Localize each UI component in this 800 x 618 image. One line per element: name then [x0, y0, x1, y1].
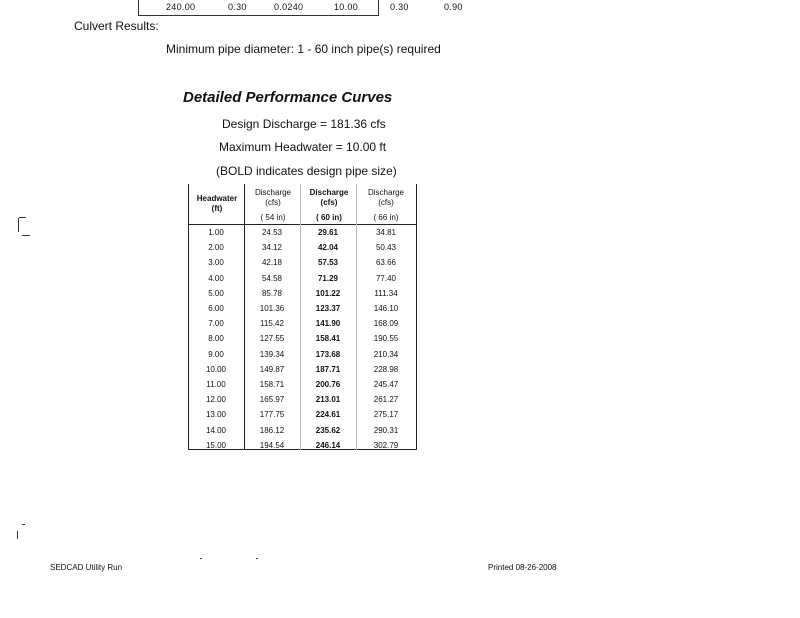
header-line1: Discharge — [254, 188, 291, 197]
cell-headwater: 10.00 — [205, 364, 227, 374]
header-line1: Discharge — [309, 188, 349, 197]
performance-curves-title: Detailed Performance Curves — [183, 89, 393, 106]
cell-headwater: 1.00 — [208, 228, 224, 237]
header-line2: (cfs) — [378, 198, 394, 207]
scan-mark — [19, 217, 26, 218]
cell-discharge: 77.40 — [375, 273, 397, 283]
cell-discharge: 42.18 — [261, 258, 283, 268]
cell-discharge: 200.76 — [315, 380, 341, 389]
cell-discharge: 165.97 — [259, 395, 285, 405]
header-headwater — [190, 194, 244, 214]
cell-headwater: 6.00 — [208, 304, 224, 313]
cell-discharge: 173.68 — [315, 349, 341, 359]
cell-discharge: 34.81 — [375, 228, 397, 237]
cell-discharge: 190.55 — [373, 334, 399, 344]
table-border-left — [138, 0, 139, 16]
cell-discharge: 29.61 — [317, 228, 339, 237]
cell-discharge: 224.61 — [315, 410, 341, 420]
cell-discharge: 85.78 — [261, 288, 283, 298]
scan-mark — [22, 235, 30, 236]
header-pipe-size: ( 60 in) — [316, 213, 342, 222]
design-discharge-text: Design Discharge = 181.36 cfs — [222, 117, 386, 131]
cell-discharge: 149.87 — [259, 364, 285, 374]
cell-discharge: 57.53 — [317, 258, 339, 268]
cell-discharge: 101.36 — [259, 304, 285, 313]
cell-headwater: 4.00 — [208, 273, 224, 283]
cell-discharge: 290.31 — [373, 425, 399, 435]
cell-discharge: 127.55 — [259, 334, 285, 344]
header-headwater-unit: (ft) — [211, 204, 223, 213]
cell-discharge: 177.75 — [259, 410, 285, 420]
header-discharge-60 — [301, 188, 357, 223]
cell-discharge: 54.58 — [261, 273, 283, 283]
cell-coefficient: 0.90 — [444, 2, 463, 12]
scan-mark — [200, 558, 202, 559]
cell-discharge: 24.53 — [261, 228, 283, 237]
cell-discharge: 194.54 — [259, 440, 285, 450]
footer-print-date: Printed 08-26-2008 — [488, 563, 557, 572]
cell-discharge: 158.41 — [315, 334, 341, 344]
cell-headwater: 3.00 — [208, 258, 224, 268]
cell-discharge: 210.34 — [373, 349, 399, 359]
header-pipe-size: ( 54 in) — [260, 213, 286, 222]
cell-discharge: 50.43 — [375, 243, 397, 253]
header-line1: Discharge — [367, 188, 404, 197]
header-divider — [188, 224, 417, 225]
cell-outlet: 0.30 — [390, 2, 409, 12]
cell-slope: 0.0240 — [274, 2, 304, 12]
table-border-bottom — [138, 15, 379, 16]
cell-discharge: 111.34 — [374, 288, 398, 298]
cell-headwater: 12.00 — [205, 395, 227, 405]
cell-discharge: 186.12 — [259, 425, 285, 435]
cell-discharge: 63.66 — [375, 258, 397, 268]
cell-headwater: 13.00 — [205, 410, 227, 420]
max-headwater-text: Maximum Headwater = 10.00 ft — [219, 140, 387, 154]
cell-discharge: 246.14 — [315, 440, 341, 450]
cell-discharge: 158.71 — [259, 380, 285, 389]
cell-headwater: 15.00 — [205, 440, 227, 450]
previous-table-partial-row — [138, 0, 468, 16]
cell-discharge: 261.27 — [373, 395, 399, 405]
cell-discharge: 146.10 — [373, 304, 399, 313]
cell-discharge: 187.71 — [315, 364, 341, 374]
cell-discharge: 275.17 — [373, 410, 399, 420]
scan-mark — [256, 558, 258, 559]
cell-discharge: 235.62 — [315, 425, 341, 435]
cell-discharge: 101.22 — [315, 288, 341, 298]
cell-headwater: 8.00 — [208, 334, 224, 344]
cell-discharge: 71.29 — [317, 273, 339, 283]
cell-discharge: 141.90 — [315, 319, 341, 329]
header-headwater-label: Headwater — [196, 194, 238, 203]
header-pipe-size: ( 66 in) — [373, 213, 399, 222]
cell-headwater: 5.00 — [208, 288, 224, 298]
scan-mark — [22, 524, 25, 525]
header-line2: (cfs) — [320, 198, 338, 207]
cell-discharge: 34.12 — [261, 243, 283, 253]
header-discharge-66 — [357, 188, 415, 223]
header-discharge-54 — [245, 188, 301, 223]
cell-discharge: 213.01 — [315, 395, 341, 405]
scan-mark — [17, 531, 18, 539]
cell-discharge: 115.42 — [260, 319, 284, 329]
culvert-results-label: Culvert Results: — [74, 19, 159, 33]
footer-program-name: SEDCAD Utility Run — [50, 563, 123, 572]
cell-headwater: 11.00 — [206, 380, 226, 389]
cell-length: 240.00 — [166, 2, 196, 12]
cell-headwater: 7.00 — [208, 319, 224, 329]
header-line2: (cfs) — [265, 198, 281, 207]
cell-discharge: 123.37 — [315, 304, 341, 313]
cell-discharge: 168.09 — [373, 319, 399, 329]
bold-note-text: (BOLD indicates design pipe size) — [216, 164, 397, 178]
table-border-right — [378, 0, 379, 16]
cell-discharge: 302.79 — [373, 440, 399, 450]
cell-headwater: 9.00 — [208, 349, 224, 359]
cell-inlet: 0.30 — [228, 2, 247, 12]
cell-headwater: 2.00 — [208, 243, 224, 253]
cell-headwater: 10.00 — [334, 2, 359, 12]
cell-discharge: 245.47 — [373, 380, 399, 389]
cell-discharge: 228.98 — [373, 364, 399, 374]
min-pipe-diameter-text: Minimum pipe diameter: 1 - 60 inch pipe(s) required — [166, 42, 441, 56]
performance-table — [188, 184, 417, 450]
scan-mark — [18, 218, 19, 232]
cell-discharge: 42.04 — [317, 243, 339, 253]
cell-discharge: 139.34 — [259, 349, 285, 359]
cell-headwater: 14.00 — [205, 425, 227, 435]
